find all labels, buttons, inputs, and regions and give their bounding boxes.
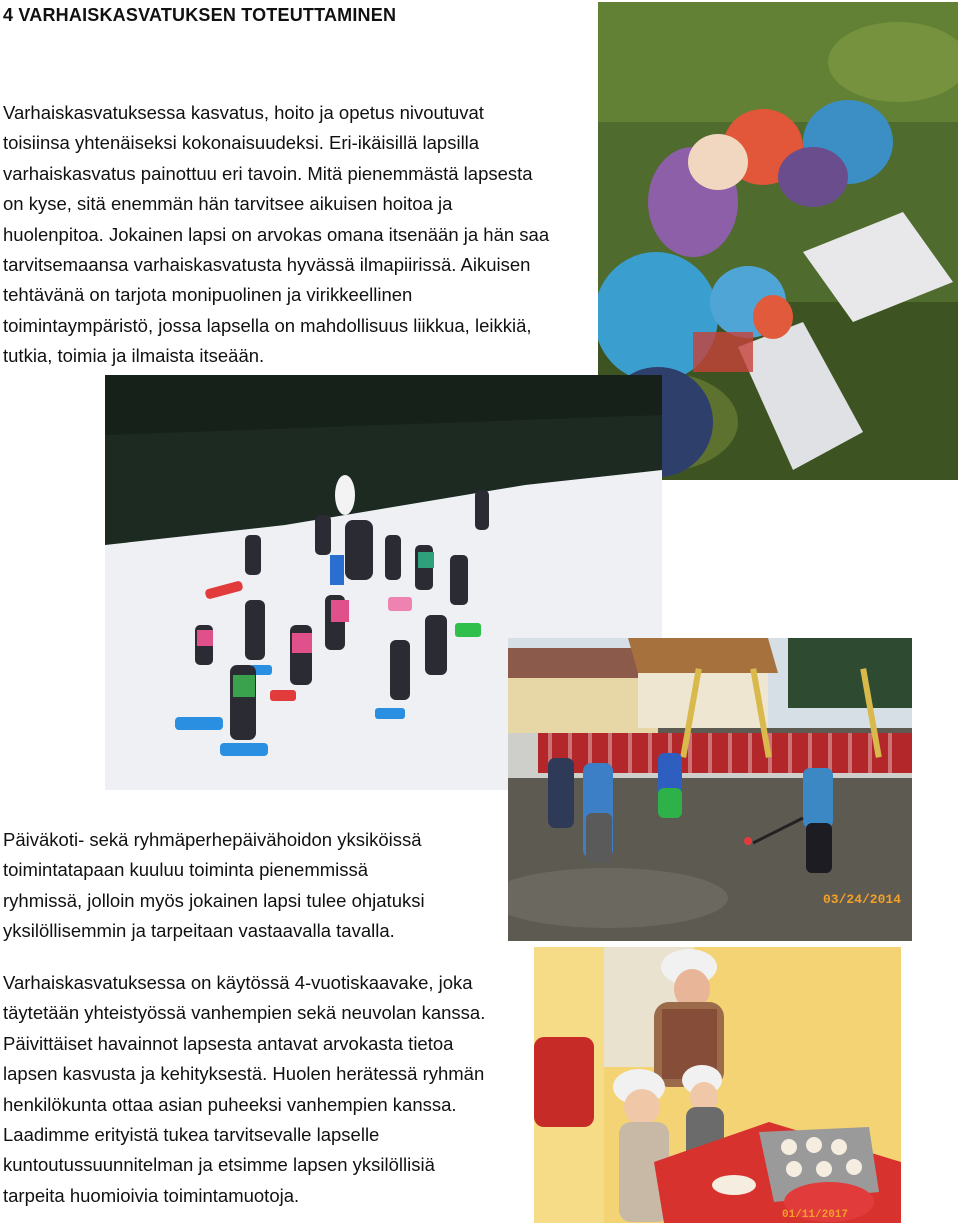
text-line: varhaiskasvatus painottuu eri tavoin. Mitä pienemmästä lapsesta [3, 162, 533, 184]
text-line: henkilökunta ottaa asian puheeksi vanhempien kanssa. [3, 1093, 457, 1115]
text-line: tarpeita huomioivia toimintamuotoja. [3, 1184, 300, 1206]
text-line: Päivittäiset havainnot lapsesta antavat arvokasta tietoa [3, 1032, 454, 1054]
groups-paragraph [3, 825, 425, 947]
text-line: tutkia, toimia ja ilmaista itseään. [3, 345, 265, 367]
text-line: ryhmissä, jolloin myös jokainen lapsi tulee ohjatuksi [3, 889, 425, 911]
assessment-paragraph [3, 968, 485, 1211]
text-line: tarvitsemaansa varhaiskasvatusta hyvässä ilmapiirissä. Aikuisen [3, 254, 531, 276]
photo-children-baking [534, 947, 901, 1223]
text-line: on kyse, sitä enemmän hän tarvitsee aikuisen hoitoa ja [3, 193, 453, 215]
text-line: Varhaiskasvatuksessa on käytössä 4-vuotiskaavake, joka [3, 972, 473, 993]
text-line: Varhaiskasvatuksessa kasvatus, hoito ja opetus nivoutuvat [3, 102, 484, 123]
intro-paragraph [3, 98, 549, 372]
text-line: täytetään yhteistyössä vanhempien sekä neuvolan kanssa. [3, 1002, 486, 1024]
text-line: Päiväkoti- sekä ryhmäperhepäivähoidon yksiköissä [3, 829, 422, 850]
text-line: toisiinsa yhtenäiseksi kokonaisuudeksi. Eri-ikäisillä lapsilla [3, 132, 480, 154]
text-line: kuntoutussuunnitelman ja etsimme lapsen yksilöllisiä [3, 1154, 435, 1176]
baking-date-stamp: 01/11/2017 [782, 1209, 849, 1221]
photo-children-yard [508, 638, 912, 941]
text-line: toimintatapaan kuuluu toiminta pienemmissä [3, 859, 369, 881]
text-line: huolenpitoa. Jokainen lapsi on arvokas omana itsenään ja hän saa [3, 223, 550, 245]
text-line: tehtävänä on tarjota monipuolinen ja virikkeellinen [3, 284, 413, 306]
yard-date-stamp: 03/24/2014 [823, 892, 902, 907]
text-line: yksilöllisemmin ja tarpeitaan vastaavalla tavalla. [3, 920, 395, 942]
text-line: Laadimme erityistä tukea tarvitsevalle lapselle [3, 1124, 380, 1146]
text-line: toimintaympäristö, jossa lapsella on mahdollisuus liikkua, leikkiä, [3, 314, 532, 336]
page-heading: 4 VARHAISKASVATUKSEN TOTEUTTAMINEN [3, 5, 397, 25]
text-line: lapsen kasvusta ja kehityksestä. Huolen herätessä ryhmän [3, 1063, 485, 1085]
